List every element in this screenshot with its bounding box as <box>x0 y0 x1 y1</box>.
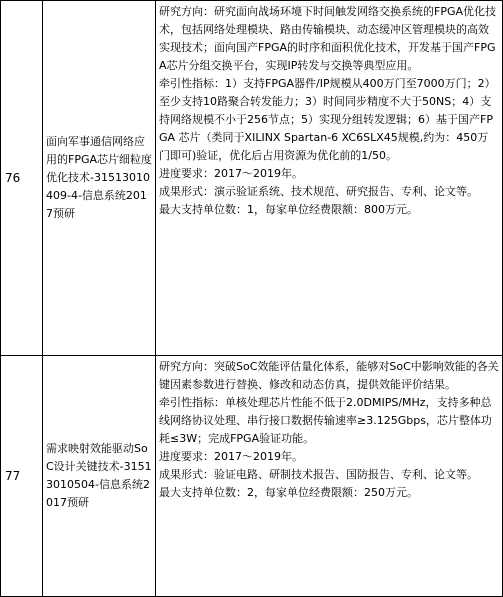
project-title: 需求映射效能驱动SoC设计关键技术-31513010504-信息系统2017预研 <box>43 356 156 596</box>
funding-limit: 最大支持单位数：2，每家单位经费限额：250万元。 <box>159 486 418 499</box>
schedule-requirement: 进度要求：2017～2019年。 <box>159 450 303 463</box>
table-row <box>0 355 503 597</box>
row-number: 76 <box>1 1 43 355</box>
target-indicators: 牵引性指标：1）支持FPGA器件/IP规模从400万门至7000万门；2）至少支持10路聚合转发能力；3）时间同步精度不大于50NS；4）支持网络规模不小于256节点；5）实现分组转发逻辑；6）基于国产FPGA 芯片（类同于XILINX Spartan-6 XC6SLX45规模,约为：450万门即可)验证，优化后占用资源为优化前的1/50。 <box>159 77 496 162</box>
deliverable-form: 成果形式：验证电路、研制技术报告、国防报告、专利、论文等。 <box>159 468 478 481</box>
target-indicators: 牵引性指标：单核处理芯片性能不低于2.0DMIPS/MHz，支持多种总线网络协议处理、串行接口数据传输速率≥3.125Gbps，芯片整体功耗≤3W；完成FPGA验证功能。 <box>159 396 492 445</box>
research-direction: 研究方向：研究面向战场环境下时间触发网络交换系统的FPGA优化技术，包括网络处理模块、路由传输模块、动态缓冲区管理模块的高效实现技术；面向国产FPGA的时序和面积优化技术，开发基于国产FPGA芯片分组交换平台，实现IP转发与交换等典型应用。 <box>159 5 497 72</box>
research-direction: 研究方向：突破SoC效能评估量化体系，能够对SoC中影响效能的各关键因素参数进行替换、修改和动态仿真，提供效能评价结果。 <box>159 360 499 391</box>
row-number: 77 <box>1 356 43 596</box>
deliverable-form: 成果形式：演示验证系统、技术规范、研究报告、专利、论文等。 <box>159 185 478 198</box>
funding-limit: 最大支持单位数：1，每家单位经费限额：800万元。 <box>159 203 418 216</box>
project-description <box>156 356 502 596</box>
schedule-requirement: 进度要求：2017～2019年。 <box>159 167 303 180</box>
project-description <box>156 1 502 355</box>
project-title: 面向军事通信网络应用的FPGA芯片细粒度优化技术-31513010409-4-信息系统2017预研 <box>43 1 156 355</box>
